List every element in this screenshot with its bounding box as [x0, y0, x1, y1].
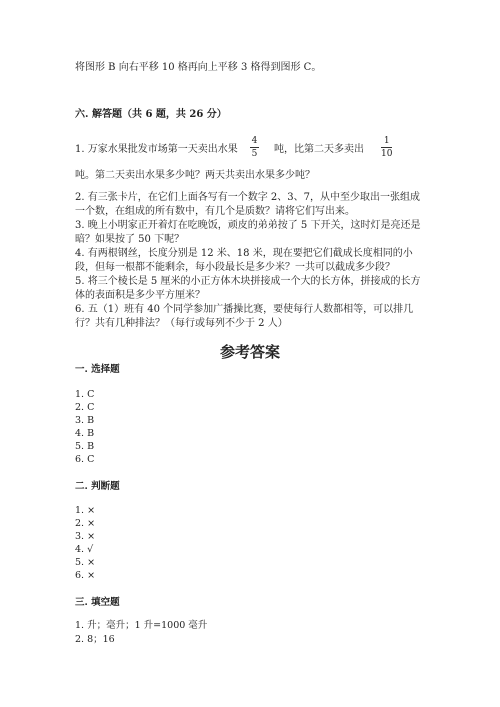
answer-item: 1. C: [75, 389, 95, 400]
answer-item: 6. C: [75, 454, 95, 465]
fraction-denominator: 5: [251, 149, 258, 159]
question-line: 6. 五（1）班有 40 个同学参加广播操比赛，要使每行人数都相等，可以排几: [75, 304, 414, 315]
question-line: 2. 有三张卡片，在它们上面各写有一个数字 2、3、7，从中至少取出一张组成: [75, 192, 420, 203]
answer-item: 3. ×: [75, 531, 96, 542]
answer-item: 2. ×: [75, 518, 96, 529]
fraction-numerator: 1: [383, 136, 390, 146]
answer-item: 1. ×: [75, 505, 96, 516]
question-line: 3. 晚上小明家正开着灯在吃晚饭，顽皮的弟弟按了 5 下开关，这时灯是亮还是: [75, 220, 421, 231]
answer-item: 4. √: [75, 544, 94, 555]
answer-item: 2. C: [75, 402, 95, 413]
fraction-bar: [250, 147, 259, 148]
fraction-numerator: 4: [251, 136, 258, 146]
question-line: 暗？如果按了 50 下呢？: [75, 234, 185, 245]
answer-section-heading: 一. 选择题: [75, 364, 120, 375]
answer-item: 5. ×: [75, 557, 96, 568]
answer-item: 4. B: [75, 428, 95, 439]
answer-item: 1. 升；毫升；1 升=1000 毫升: [75, 620, 208, 631]
answer-section-heading: 二. 判断题: [75, 481, 120, 492]
question-line: 行？共有几种排法？（每行或每列不少于 2 人）: [75, 318, 288, 329]
section-6-heading: 六. 解答题（共 6 题，共 26 分）: [75, 109, 227, 120]
fraction-bar: [381, 147, 392, 148]
question-line: 段，但每一根都不能剩余，每小段最长是多少米？一共可以截成多少段？: [75, 262, 395, 273]
answer-item: 6. ×: [75, 570, 96, 581]
question-line: 体的表面积是多少平方厘米？: [75, 290, 205, 301]
fraction-four-fifths: [250, 136, 259, 159]
question-line: 一个数，在组成的所有数中，有几个是质数？请将它们写出来。: [75, 206, 355, 217]
q1-text-line2: 吨。第二天卖出水果多少吨？两天共卖出水果多少吨？: [75, 170, 315, 181]
q1-text-a: 1. 万家水果批发市场第一天卖出水果: [75, 144, 238, 155]
question-line: 4. 有两根钢丝，长度分别是 12 米、18 米，现在要把它们截成长度相同的小: [75, 248, 413, 259]
fraction-one-tenth: [381, 136, 392, 159]
answer-key-title: 参考答案: [219, 343, 280, 361]
answer-section-heading: 三. 填空题: [75, 597, 120, 608]
fraction-denominator: 10: [381, 149, 393, 159]
answer-item: 5. B: [75, 441, 95, 452]
q1-text-b: 吨，比第二天多卖出: [274, 144, 364, 155]
translation-instruction: 将图形 B 向右平移 10 格再向上平移 3 格得到图形 C。: [75, 62, 322, 73]
answer-item: 3. B: [75, 415, 95, 426]
answer-item: 2. 8；16: [75, 634, 115, 645]
question-line: 5. 将三个棱长是 5 厘米的小正方体木块拼接成一个大的长方体，拼接成的长方: [75, 276, 421, 287]
